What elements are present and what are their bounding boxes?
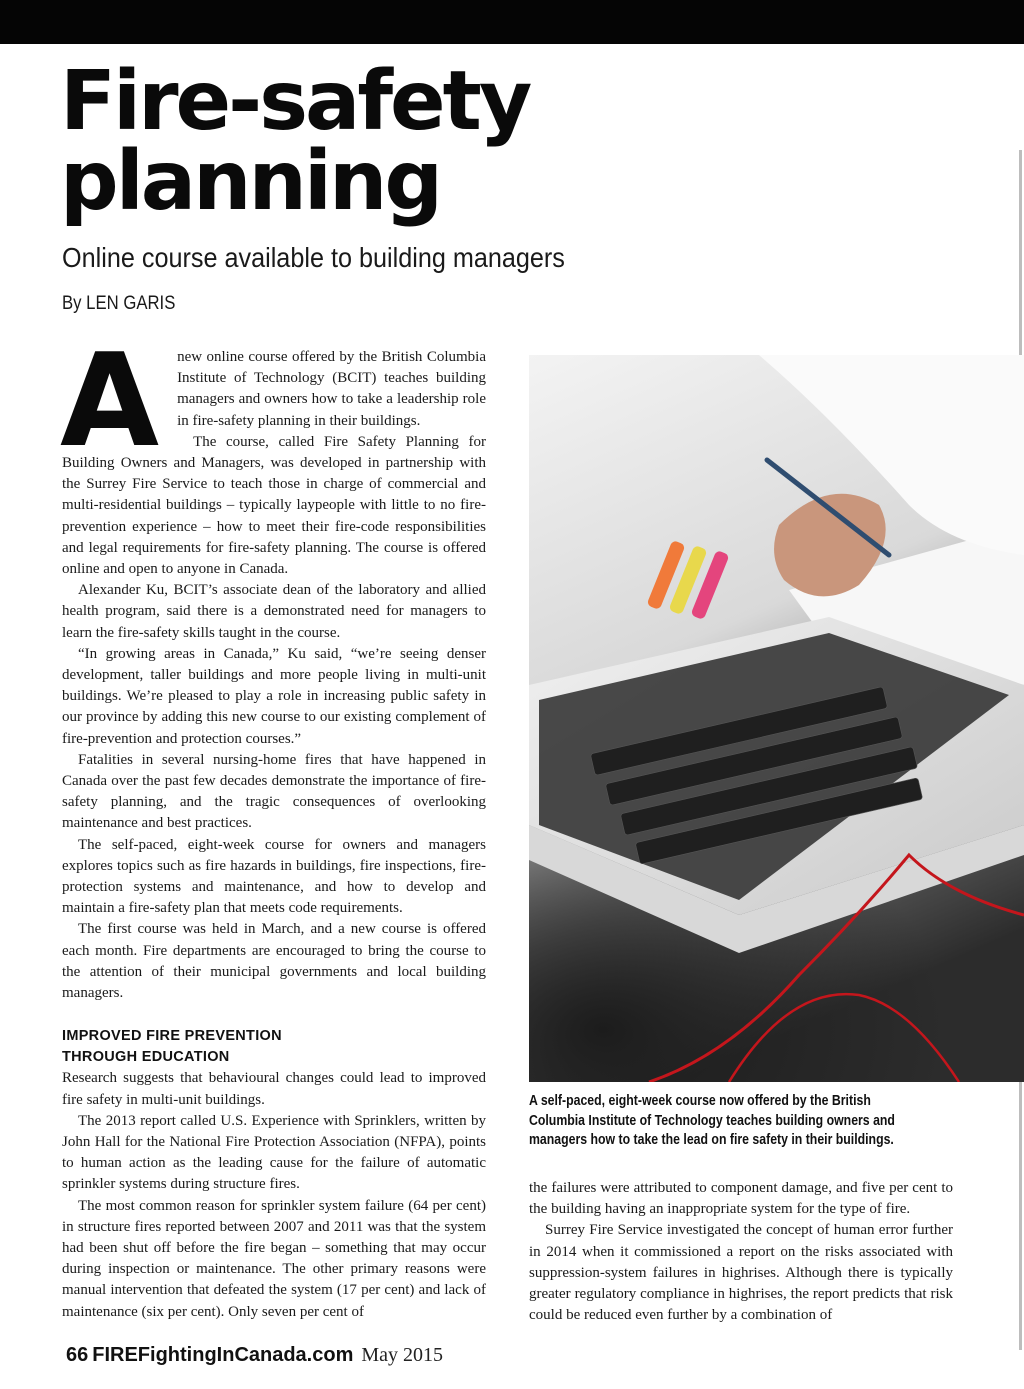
paragraph: Research suggests that behavioural changes could lead to improved fire safety in multi-unit buildings. [62, 1070, 486, 1108]
byline: By LEN GARIS [62, 293, 176, 314]
section-heading [62, 1026, 486, 1068]
title-line-2: planning [60, 134, 441, 229]
drop-cap: A [60, 327, 160, 476]
site-name: FIREFightingInCanada.com [92, 1344, 354, 1366]
paragraph: The most common reason for sprinkler system failure (64 per cent) in structure fires reported between 2007 and 2011 was that the system had been shut off before the fire began – something that may occur during inspection or maintenance. The other primary reasons were manual intervention that defeated the system (17 per cent) and lack of maintenance (six per cent). Only seven per cent of [62, 1197, 486, 1320]
paragraph: The self-paced, eight-week course for owners and managers explores topics such as fire hazards in buildings, fire inspections, fire-protection systems and maintenance, and how to develop and maintain a fire-safety plan that meets code requirements. [62, 836, 486, 917]
paragraph: new online course offered by the British Columbia Institute of Technology (BCIT) teaches building managers and owners how to take a leadership role in fire-safety planning in their buildings. [177, 349, 486, 429]
laptop-photo-icon [529, 355, 1024, 1082]
article-title [60, 54, 620, 229]
paragraph: “In growing areas in Canada,” Ku said, “we’re seeing denser development, taller buildings and more people living in multi-unit buildings. We’re pleased to play a role in increasing public safety in our province by adding this new course to our existing complement of fire-prevention and protection courses.” [62, 645, 486, 747]
title-line-1: Fire-safety [60, 54, 530, 149]
paragraph: The 2013 report called U.S. Experience with Sprinklers, written by John Hall for the National Fire Protection Association (NFPA), points to human action as the leading cause for the failure of automatic sprinkler systems during structure fires. [62, 1112, 486, 1193]
photo-caption: A self-paced, eight-week course now offered by the British Columbia Institute of Technology teaches building owners and managers how to take the lead on fire safety in their buildings. [529, 1093, 895, 1148]
page-number: 66 [66, 1344, 89, 1366]
paragraph: Alexander Ku, BCIT’s associate dean of the laboratory and allied health program, said there is a demonstrated need for managers to learn the fire-safety skills taught in the course. [62, 582, 486, 641]
right-column [529, 1178, 953, 1326]
laptop-photo [529, 355, 1024, 1082]
paragraph: Surrey Fire Service investigated the concept of human error further in 2014 when it commissioned a report on the risks associated with suppression-system failures in highrises. Although there is typically greater regulatory compliance in highrises, the report predicts that risk could be reduced even further by a combination of [529, 1222, 953, 1324]
left-column [60, 327, 486, 1323]
paragraph: The course, called Fire Safety Planning for Building Owners and Managers, was developed in partnership with the Surrey Fire Service to teach those in charge of commercial and multi-residential buildings – typically laypeople with little to no fire-prevention experience – how to meet their fire-code responsibilities and legal requirements for fire-safety planning. The course is offered online and open to anyone in Canada. [62, 433, 486, 578]
section-heading-line-1: IMPROVED FIRE PREVENTION [62, 1028, 282, 1045]
paragraph: Fatalities in several nursing-home fires that have happened in Canada over the past few decades demonstrate the importance of fire-safety planning, and the tragic consequences of overlooking maintenance and best practices. [62, 751, 486, 832]
paragraph: the failures were attributed to component damage, and five per cent to the building having an inappropriate system for the type of fire. [529, 1180, 953, 1218]
paragraph: The first course was held in March, and a new course is offered each month. Fire departments are encouraged to bring the course to the attention of their municipal governments and local building managers. [62, 921, 486, 1002]
article-subtitle: Online course available to building managers [62, 242, 565, 273]
top-bar [0, 0, 1024, 44]
issue-date: May 2015 [361, 1344, 444, 1366]
page-footer [66, 1344, 443, 1367]
section-heading-line-2: THROUGH EDUCATION [62, 1049, 230, 1066]
